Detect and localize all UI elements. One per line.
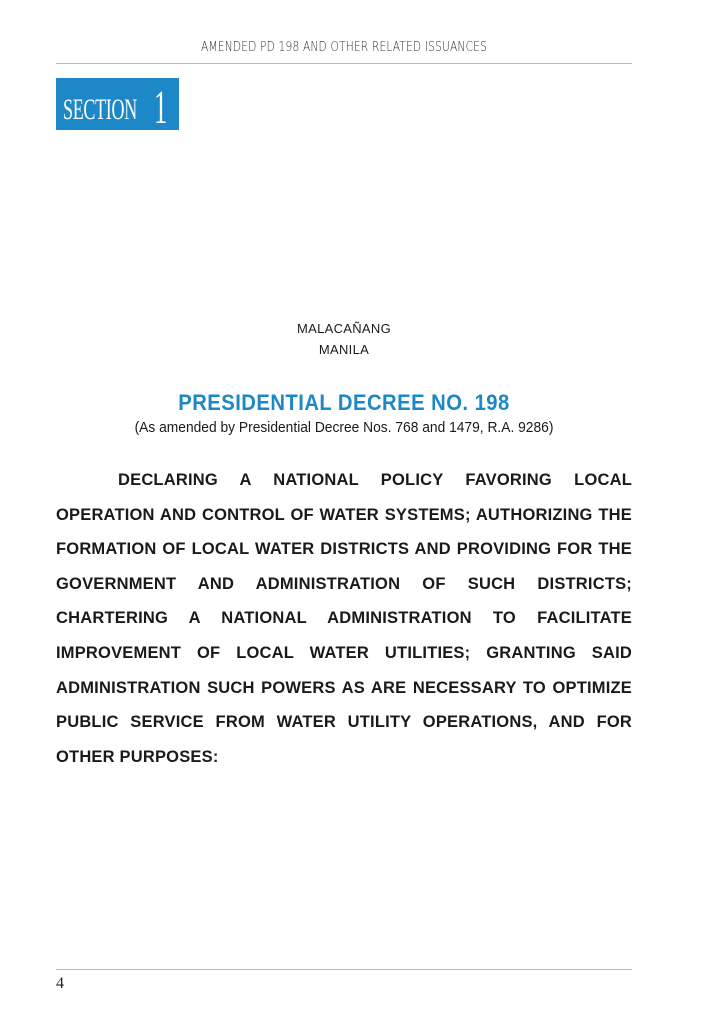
header-divider	[56, 63, 632, 64]
section-label	[56, 78, 179, 130]
footer-divider	[56, 969, 632, 970]
decree-subtitle: (As amended by Presidential Decree Nos. 768 and 1479, R.A. 9286)	[134, 419, 554, 436]
section-number: 1	[154, 81, 168, 130]
decree-description: DECLARING A NATIONAL POLICY FAVORING LOCAL OPERATION AND CONTROL OF WATER SYSTEMS; AUTHORIZING THE FORMATION OF LOCAL WATER DISTRICTS AND PROVIDING FOR THE GOVERNMENT AND ADMINISTRATION OF SUCH DISTRICTS; CHARTERING A NATIONAL ADMINISTRATION TO FACILITATE IMPROVEMENT OF LOCAL WATER UTILITIES; GRANTING SAID ADMINISTRATION SUCH POWERS AS ARE NECESSARY TO OPTIMIZE PUBLIC SERVICE FROM WATER UTILITY OPERATIONS, AND FOR OTHER PURPOSES:	[56, 471, 632, 766]
section-word: SECTION	[63, 93, 137, 126]
location-text: MANILA	[318, 342, 370, 357]
running-header: AMENDED PD 198 AND OTHER RELATED ISSUANCES	[200, 40, 488, 55]
decree-title: PRESIDENTIAL DECREE NO. 198	[178, 390, 510, 415]
issuer-text: MALACAÑANG	[296, 321, 392, 336]
page-number: 4	[56, 975, 64, 992]
